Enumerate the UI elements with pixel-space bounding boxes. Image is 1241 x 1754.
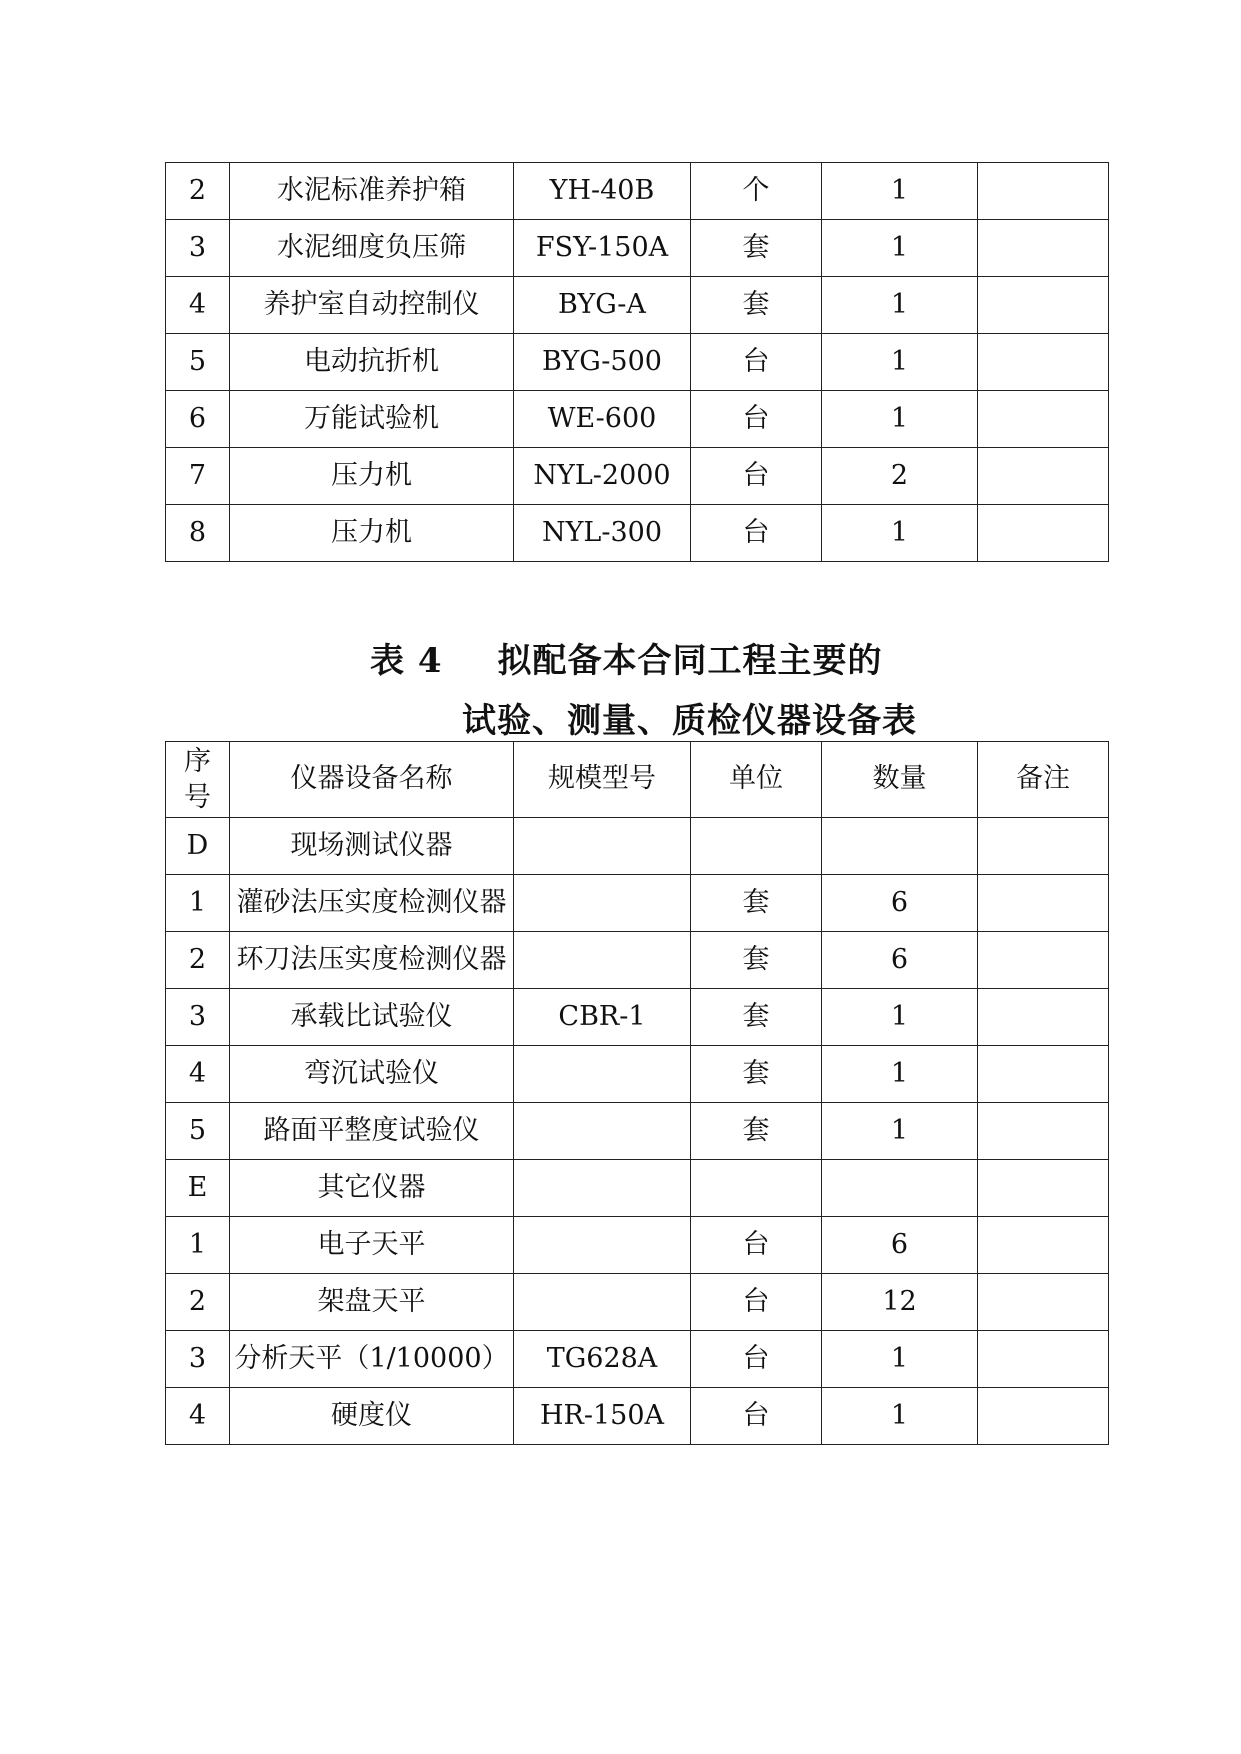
table-row bbox=[166, 1331, 1109, 1388]
cell-equipment-name: 电动抗折机 bbox=[230, 334, 514, 391]
table-row bbox=[166, 989, 1109, 1046]
table-row bbox=[166, 1160, 1109, 1217]
cell-quantity: 1 bbox=[822, 277, 978, 334]
header-equipment-name: 仪器设备名称 bbox=[230, 742, 514, 818]
table-row bbox=[166, 818, 1109, 875]
cell-quantity: 1 bbox=[822, 1046, 978, 1103]
lower-table-body bbox=[166, 818, 1109, 1445]
cell-equipment-name: 环刀法压实度检测仪器 bbox=[230, 932, 514, 989]
header-remarks: 备注 bbox=[978, 742, 1109, 818]
cell-unit: 套 bbox=[691, 220, 822, 277]
cell-remarks bbox=[978, 1046, 1109, 1103]
cell-unit: 台 bbox=[691, 391, 822, 448]
cell-quantity: 2 bbox=[822, 448, 978, 505]
cell-model: WE-600 bbox=[514, 391, 691, 448]
cell-quantity: 1 bbox=[822, 505, 978, 562]
cell-quantity: 1 bbox=[822, 163, 978, 220]
cell-serial-number: 4 bbox=[166, 1046, 230, 1103]
cell-unit: 台 bbox=[691, 448, 822, 505]
cell-model bbox=[514, 1217, 691, 1274]
cell-serial-number: 6 bbox=[166, 391, 230, 448]
cell-serial-number: 5 bbox=[166, 334, 230, 391]
cell-equipment-name: 现场测试仪器 bbox=[230, 818, 514, 875]
cell-equipment-name: 分析天平（1/10000） bbox=[230, 1331, 514, 1388]
cell-unit: 台 bbox=[691, 1217, 822, 1274]
cell-serial-number: E bbox=[166, 1160, 230, 1217]
cell-unit: 套 bbox=[691, 989, 822, 1046]
table-row bbox=[166, 334, 1109, 391]
header-model: 规模型号 bbox=[514, 742, 691, 818]
cell-quantity bbox=[822, 818, 978, 875]
cell-remarks bbox=[978, 989, 1109, 1046]
cell-model bbox=[514, 875, 691, 932]
cell-model: CBR-1 bbox=[514, 989, 691, 1046]
cell-equipment-name: 水泥标准养护箱 bbox=[230, 163, 514, 220]
table-row bbox=[166, 448, 1109, 505]
cell-unit: 台 bbox=[691, 1274, 822, 1331]
cell-remarks bbox=[978, 163, 1109, 220]
cell-equipment-name: 承载比试验仪 bbox=[230, 989, 514, 1046]
cell-serial-number: 3 bbox=[166, 989, 230, 1046]
table-number: 表 4 bbox=[370, 641, 443, 681]
cell-model: NYL-300 bbox=[514, 505, 691, 562]
cell-equipment-name: 弯沉试验仪 bbox=[230, 1046, 514, 1103]
table-row bbox=[166, 932, 1109, 989]
cell-model bbox=[514, 1274, 691, 1331]
cell-unit: 个 bbox=[691, 163, 822, 220]
table-header-row bbox=[166, 742, 1109, 818]
cell-serial-number: 2 bbox=[166, 163, 230, 220]
cell-model: NYL-2000 bbox=[514, 448, 691, 505]
cell-quantity bbox=[822, 1160, 978, 1217]
cell-model: BYG-500 bbox=[514, 334, 691, 391]
cell-equipment-name: 硬度仪 bbox=[230, 1388, 514, 1445]
table-row bbox=[166, 220, 1109, 277]
cell-remarks bbox=[978, 875, 1109, 932]
cell-remarks bbox=[978, 1217, 1109, 1274]
cell-remarks bbox=[978, 391, 1109, 448]
cell-unit bbox=[691, 818, 822, 875]
cell-unit: 台 bbox=[691, 505, 822, 562]
table-row bbox=[166, 163, 1109, 220]
cell-remarks bbox=[978, 1103, 1109, 1160]
cell-quantity: 6 bbox=[822, 932, 978, 989]
cell-unit: 套 bbox=[691, 932, 822, 989]
cell-unit: 套 bbox=[691, 1046, 822, 1103]
cell-remarks bbox=[978, 1388, 1109, 1445]
cell-remarks bbox=[978, 932, 1109, 989]
table-caption-line-1 bbox=[370, 633, 883, 682]
cell-quantity: 1 bbox=[822, 334, 978, 391]
table-row bbox=[166, 391, 1109, 448]
cell-equipment-name: 架盘天平 bbox=[230, 1274, 514, 1331]
cell-serial-number: 2 bbox=[166, 1274, 230, 1331]
cell-equipment-name: 水泥细度负压筛 bbox=[230, 220, 514, 277]
cell-serial-number: 1 bbox=[166, 875, 230, 932]
cell-equipment-name: 灌砂法压实度检测仪器 bbox=[230, 875, 514, 932]
cell-equipment-name: 万能试验机 bbox=[230, 391, 514, 448]
cell-serial-number: 5 bbox=[166, 1103, 230, 1160]
table-row bbox=[166, 1046, 1109, 1103]
cell-model bbox=[514, 1103, 691, 1160]
table-row bbox=[166, 1274, 1109, 1331]
cell-quantity: 12 bbox=[822, 1274, 978, 1331]
cell-remarks bbox=[978, 1160, 1109, 1217]
cell-quantity: 6 bbox=[822, 875, 978, 932]
table-row bbox=[166, 505, 1109, 562]
cell-serial-number: 4 bbox=[166, 277, 230, 334]
cell-unit: 套 bbox=[691, 277, 822, 334]
cell-unit: 套 bbox=[691, 1103, 822, 1160]
cell-serial-number: 2 bbox=[166, 932, 230, 989]
cell-serial-number: 4 bbox=[166, 1388, 230, 1445]
cell-quantity: 1 bbox=[822, 391, 978, 448]
cell-equipment-name: 路面平整度试验仪 bbox=[230, 1103, 514, 1160]
cell-serial-number: D bbox=[166, 818, 230, 875]
cell-serial-number: 3 bbox=[166, 1331, 230, 1388]
table-row bbox=[166, 1103, 1109, 1160]
table-row bbox=[166, 277, 1109, 334]
cell-remarks bbox=[978, 505, 1109, 562]
cell-quantity: 1 bbox=[822, 220, 978, 277]
cell-serial-number: 7 bbox=[166, 448, 230, 505]
cell-unit bbox=[691, 1160, 822, 1217]
table-row bbox=[166, 1217, 1109, 1274]
table-caption-line-2: 试验、测量、质检仪器设备表 bbox=[462, 701, 917, 741]
cell-remarks bbox=[978, 334, 1109, 391]
table-title-part-1: 拟配备本合同工程主要的 bbox=[497, 641, 883, 681]
table-row bbox=[166, 875, 1109, 932]
cell-quantity: 1 bbox=[822, 989, 978, 1046]
cell-serial-number: 1 bbox=[166, 1217, 230, 1274]
cell-serial-number: 8 bbox=[166, 505, 230, 562]
cell-quantity: 1 bbox=[822, 1331, 978, 1388]
cell-remarks bbox=[978, 818, 1109, 875]
cell-unit: 套 bbox=[691, 875, 822, 932]
cell-serial-number: 3 bbox=[166, 220, 230, 277]
header-serial-number: 序 号 bbox=[166, 742, 230, 818]
cell-model: YH-40B bbox=[514, 163, 691, 220]
cell-model bbox=[514, 932, 691, 989]
cell-model bbox=[514, 1160, 691, 1217]
cell-equipment-name: 养护室自动控制仪 bbox=[230, 277, 514, 334]
equipment-table-4 bbox=[165, 741, 1109, 1445]
cell-remarks bbox=[978, 1331, 1109, 1388]
cell-model: FSY-150A bbox=[514, 220, 691, 277]
cell-equipment-name: 压力机 bbox=[230, 448, 514, 505]
cell-unit: 台 bbox=[691, 1388, 822, 1445]
cell-unit: 台 bbox=[691, 334, 822, 391]
cell-quantity: 6 bbox=[822, 1217, 978, 1274]
cell-model: HR-150A bbox=[514, 1388, 691, 1445]
upper-table-body bbox=[166, 163, 1109, 562]
table-row bbox=[166, 1388, 1109, 1445]
equipment-table-continued bbox=[165, 162, 1109, 562]
cell-model: BYG-A bbox=[514, 277, 691, 334]
header-quantity: 数量 bbox=[822, 742, 978, 818]
cell-unit: 台 bbox=[691, 1331, 822, 1388]
cell-equipment-name: 其它仪器 bbox=[230, 1160, 514, 1217]
cell-model bbox=[514, 818, 691, 875]
cell-remarks bbox=[978, 1274, 1109, 1331]
cell-quantity: 1 bbox=[822, 1388, 978, 1445]
cell-remarks bbox=[978, 277, 1109, 334]
cell-quantity: 1 bbox=[822, 1103, 978, 1160]
cell-model bbox=[514, 1046, 691, 1103]
cell-remarks bbox=[978, 220, 1109, 277]
cell-equipment-name: 电子天平 bbox=[230, 1217, 514, 1274]
cell-remarks bbox=[978, 448, 1109, 505]
header-unit: 单位 bbox=[691, 742, 822, 818]
cell-equipment-name: 压力机 bbox=[230, 505, 514, 562]
cell-model: TG628A bbox=[514, 1331, 691, 1388]
